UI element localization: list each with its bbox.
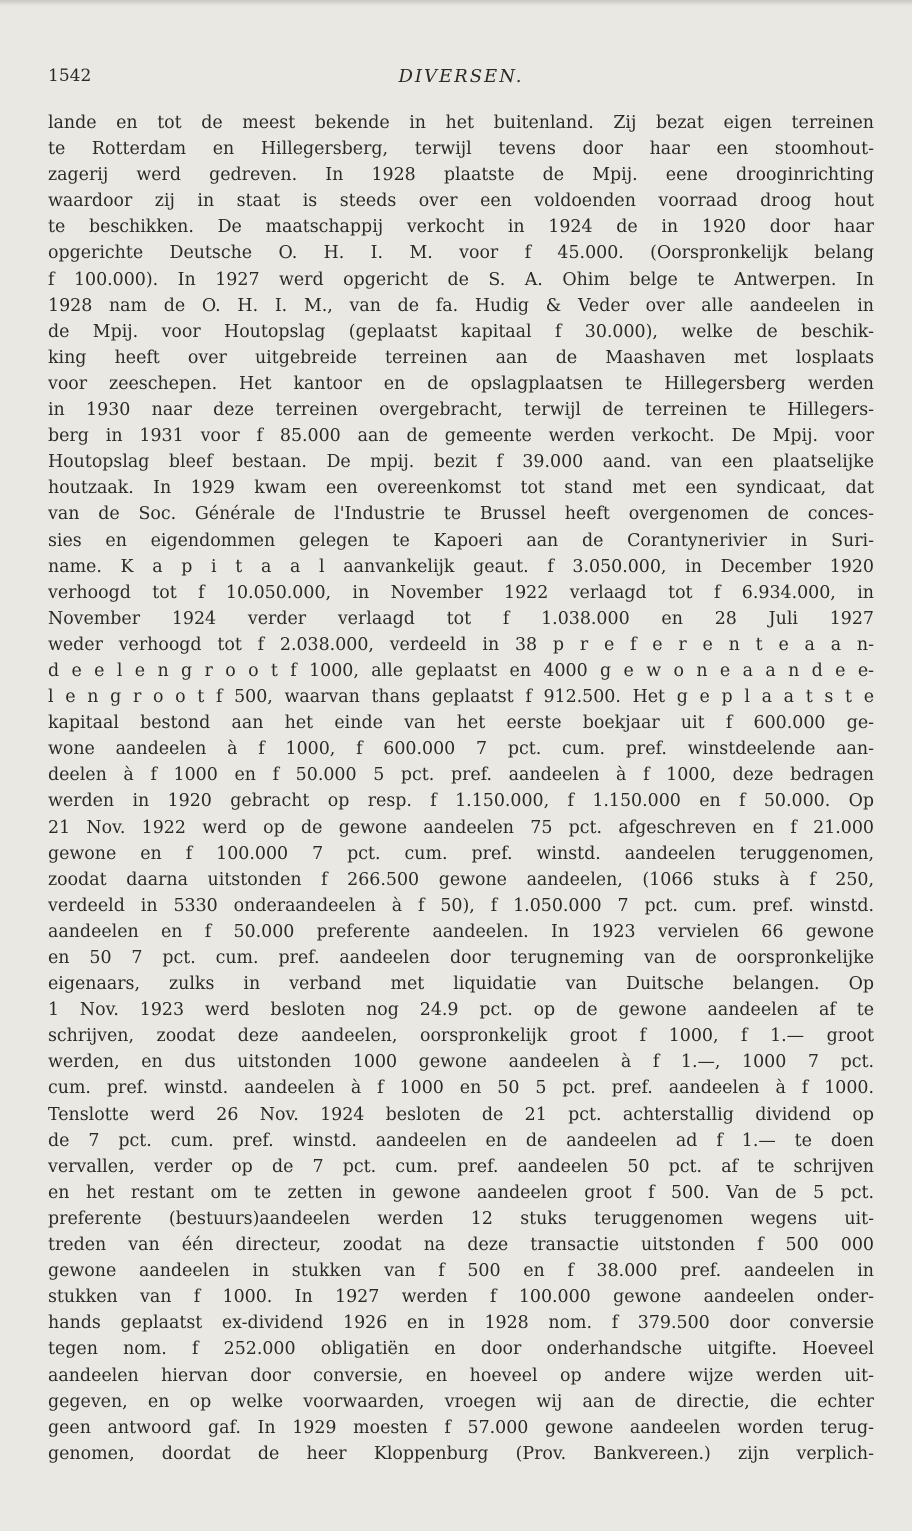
running-title: DIVERSEN. <box>398 66 524 87</box>
text-line: wone aandeelen à f 1000, f 600.000 7 pct. cum. pref. winstdeelende aan- <box>48 739 874 760</box>
text-line: zoodat daarna uitstonden f 266.500 gewone aandeelen, (1066 stuks à f 250, <box>48 869 874 890</box>
text-line: November 1924 verder verlaagd tot f 1.038.000 en 28 Juli 1927 <box>48 608 874 629</box>
text-line: f 100.000). In 1927 werd opgericht de S. A. Ohim belge te Antwerpen. In <box>48 269 874 290</box>
text-line: aandeelen en f 50.000 preferente aandeelen. In 1923 vervielen 66 gewone <box>48 921 874 942</box>
text-line: en 50 7 pct. cum. pref. aandeelen door terugneming van de oorspronkelijke <box>48 948 874 968</box>
text-line: king heeft over uitgebreide terreinen aan de Maashaven met losplaats <box>48 347 874 368</box>
text-line: eigenaars, zulks in verband met liquidatie van Duitsche belangen. Op <box>48 974 874 995</box>
text-line: gewone aandeelen in stukken van f 500 en f 38.000 pref. aandeelen in <box>48 1261 874 1282</box>
text-line: de 7 pct. cum. pref. winstd. aandeelen en de aandeelen ad f 1.— te doen <box>48 1130 874 1151</box>
text-line: de Mpij. voor Houtopslag (geplaatst kapitaal f 30.000), welke de beschik- <box>48 321 874 342</box>
text-line: en het restant om te zetten in gewone aandeelen groot f 500. Van de 5 pct. <box>48 1182 874 1203</box>
text-line: d e e l e n g r o o t f 1000, alle geplaatst en 4000 g e w o n e a a n d e e- <box>48 660 874 681</box>
text-line: waardoor zij in staat is steeds over een voldoenden voorraad droog hout <box>48 191 874 212</box>
text-line: Tenslotte werd 26 Nov. 1924 besloten de 21 pct. achterstallig dividend op <box>48 1104 874 1125</box>
text-line: 1 Nov. 1923 werd besloten nog 24.9 pct. op de gewone aandeelen af te <box>48 1000 874 1021</box>
text-line: 1928 nam de O. H. I. M., van de fa. Hudig & Veder over alle aandeelen in <box>48 295 874 316</box>
text-line: preferente (bestuurs)aandeelen werden 12 stuks teruggenomen wegens uit- <box>48 1208 874 1229</box>
text-line: name. K a p i t a a l aanvankelijk geaut. f 3.050.000, in December 1920 <box>48 556 874 577</box>
body-text <box>48 110 874 1467</box>
text-line: Houtopslag bleef bestaan. De mpij. bezit f 39.000 aand. van een plaatselijke <box>48 452 874 473</box>
text-line: houtzaak. In 1929 kwam een overeenkomst tot stand met een syndicaat, dat <box>48 478 874 499</box>
text-line: berg in 1931 voor f 85.000 aan de gemeente werden verkocht. De Mpij. voor <box>48 426 874 447</box>
text-line: tegen nom. f 252.000 obligatiën en door onderhandsche uitgifte. Hoeveel <box>48 1339 874 1360</box>
text-line: te beschikken. De maatschappij verkocht in 1924 de in 1920 door haar <box>48 217 874 238</box>
text-line: gegeven, en op welke voorwaarden, vroegen wij aan de directie, die echter <box>48 1391 874 1412</box>
page-header <box>48 66 874 96</box>
text-line: verhoogd tot f 10.050.000, in November 1922 verlaagd tot f 6.934.000, in <box>48 582 874 603</box>
text-line: werden, en dus uitstonden 1000 gewone aandeelen à f 1.—, 1000 7 pct. <box>48 1052 874 1073</box>
text-line: verdeeld in 5330 onderaandeelen à f 50), f 1.050.000 7 pct. cum. pref. winstd. <box>48 895 874 916</box>
text-line: werden in 1920 gebracht op resp. f 1.150.000, f 1.150.000 en f 50.000. Op <box>48 791 874 812</box>
text-line: van de Soc. Générale de l'Industrie te Brussel heeft overgenomen de conces- <box>48 504 874 525</box>
text-line: treden van één directeur, zoodat na deze transactie uitstonden f 500 000 <box>48 1235 874 1256</box>
text-line: sies en eigendommen gelegen te Kapoeri aan de Corantynerivier in Suri- <box>48 530 874 551</box>
text-line: 21 Nov. 1922 werd op de gewone aandeelen 75 pct. afgeschreven en f 21.000 <box>48 817 874 838</box>
text-line: stukken van f 1000. In 1927 werden f 100.000 gewone aandeelen onder- <box>48 1287 874 1308</box>
text-line: geen antwoord gaf. In 1929 moesten f 57.000 gewone aandeelen worden terug- <box>48 1417 874 1438</box>
text-line: gewone en f 100.000 7 pct. cum. pref. winstd. aandeelen teruggenomen, <box>48 843 874 864</box>
text-line: opgerichte Deutsche O. H. I. M. voor f 45.000. (Oorspronkelijk belang <box>48 243 874 264</box>
text-line: genomen, doordat de heer Kloppenburg (Prov. Bankvereen.) zijn verplich- <box>48 1443 874 1464</box>
text-line: deelen à f 1000 en f 50.000 5 pct. pref. aandeelen à f 1000, deze bedragen <box>48 765 874 786</box>
text-line: weder verhoogd tot f 2.038.000, verdeeld in 38 p r e f e r e n t e a a n- <box>48 634 874 655</box>
text-line: zagerij werd gedreven. In 1928 plaatste de Mpij. eene drooginrichting <box>48 165 874 186</box>
text-line: aandeelen hiervan door conversie, en hoeveel op andere wijze werden uit- <box>48 1365 874 1386</box>
page-number: 1542 <box>48 66 92 86</box>
text-line: lande en tot de meest bekende in het buitenland. Zij bezat eigen terreinen <box>48 113 874 133</box>
text-line: vervallen, verder op de 7 pct. cum. pref. aandeelen 50 pct. af te schrijven <box>48 1156 874 1177</box>
text-line: te Rotterdam en Hillegersberg, terwijl tevens door haar een stoomhout- <box>48 139 874 160</box>
text-line: hands geplaatst ex-dividend 1926 en in 1928 nom. f 379.500 door conversie <box>48 1313 874 1334</box>
text-line: cum. pref. winstd. aandeelen à f 1000 en 50 5 pct. pref. aandeelen à f 1000. <box>48 1078 874 1099</box>
text-line: l e n g r o o t f 500, waarvan thans geplaatst f 912.500. Het g e p l a a t s t e <box>48 687 874 708</box>
text-line: voor zeeschepen. Het kantoor en de opslagplaatsen te Hillegersberg werden <box>48 373 874 394</box>
text-line: kapitaal bestond aan het einde van het eerste boekjaar uit f 600.000 ge- <box>48 713 874 734</box>
text-line: schrijven, zoodat deze aandeelen, oorspronkelijk groot f 1000, f 1.— groot <box>48 1026 874 1047</box>
text-line: in 1930 naar deze terreinen overgebracht, terwijl de terreinen te Hillegers- <box>48 400 874 421</box>
